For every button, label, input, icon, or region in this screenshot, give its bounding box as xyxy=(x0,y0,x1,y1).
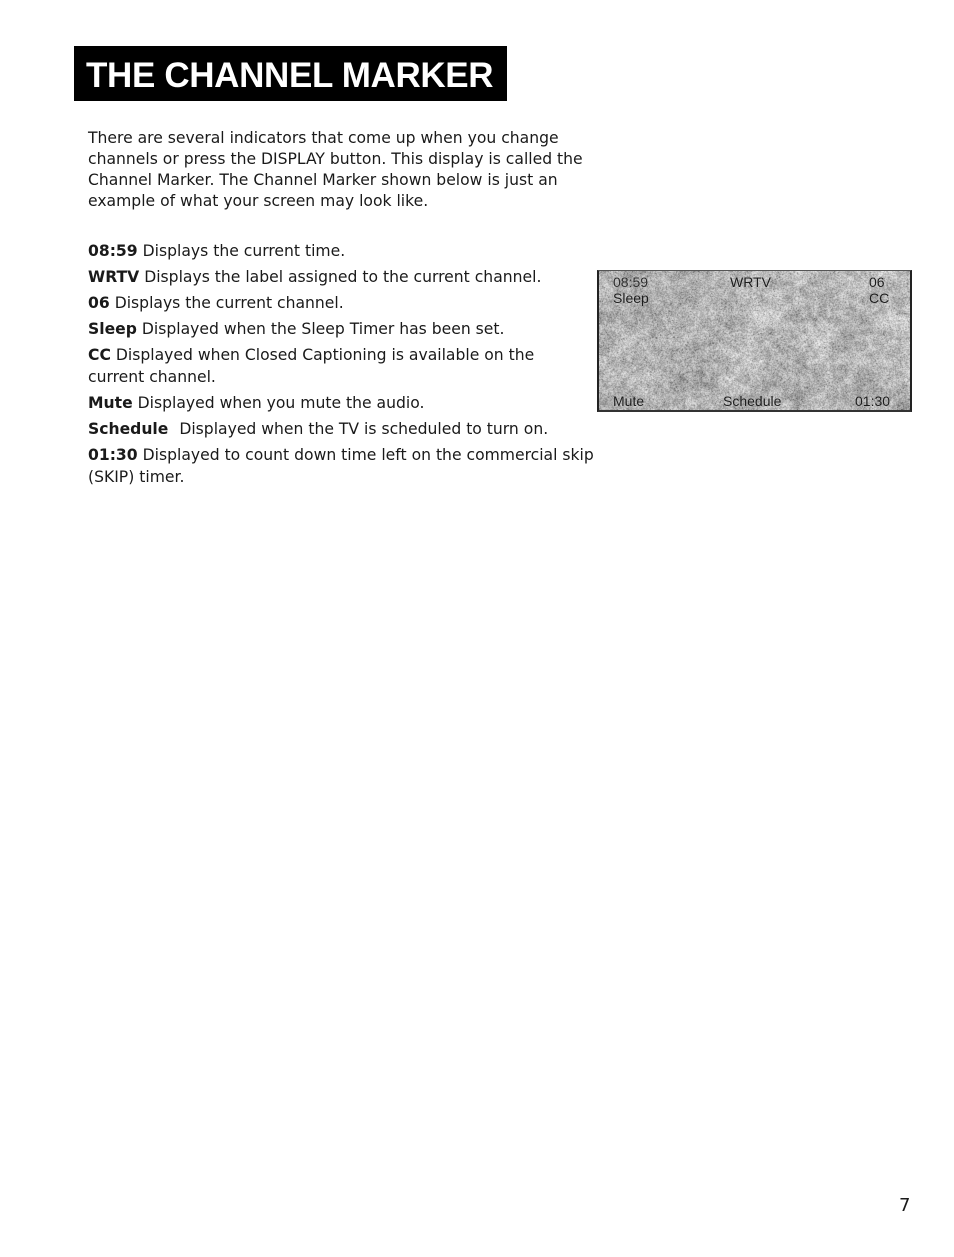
definition-closed-captioning xyxy=(88,344,594,388)
definition-channel-number xyxy=(88,292,594,314)
definition-text: Displayed to count down time left on the commercial skip xyxy=(142,446,594,464)
osd-sleep: Sleep xyxy=(613,290,649,306)
osd-skip-timer: 01:30 xyxy=(855,393,891,409)
definition-skip-timer xyxy=(88,444,594,488)
osd-closed-captioning: CC xyxy=(869,290,890,306)
channel-marker-screen xyxy=(597,270,912,412)
definition-text: Displayed when you mute the audio. xyxy=(137,394,425,412)
definition-text: Displays the current channel. xyxy=(114,294,344,312)
definition-text: Displayed when the Sleep Timer has been set. xyxy=(141,320,505,338)
definition-time xyxy=(88,240,594,262)
intro-line: example of what your screen may look like. xyxy=(88,192,429,210)
definition-term: CC xyxy=(88,346,111,364)
definition-text-continued: (SKIP) timer. xyxy=(88,468,185,486)
title-banner xyxy=(74,46,507,101)
definition-term: Mute xyxy=(88,394,133,412)
definition-text: Displays the label assigned to the current channel. xyxy=(144,268,542,286)
osd-channel-number: 06 xyxy=(869,274,885,290)
definition-text: Displayed when Closed Captioning is available on the xyxy=(115,346,535,364)
definition-channel-label xyxy=(88,266,594,288)
definition-term: 08:59 xyxy=(88,242,138,260)
osd-channel-label: WRTV xyxy=(730,274,771,290)
definition-term: Sleep xyxy=(88,320,137,338)
osd-mute: Mute xyxy=(613,393,645,409)
definition-text: Displayed when the TV is scheduled to turn on. xyxy=(179,420,549,438)
definition-term: Schedule xyxy=(88,420,169,438)
definition-schedule xyxy=(88,418,594,440)
definition-text-continued: current channel. xyxy=(88,368,216,386)
osd-schedule: Schedule xyxy=(723,393,782,409)
intro-line: There are several indicators that come up when you change xyxy=(88,129,559,147)
definition-text: Displays the current time. xyxy=(142,242,346,260)
intro-paragraph xyxy=(88,128,583,212)
intro-line: channels or press the DISPLAY button. This display is called the xyxy=(88,150,583,168)
indicator-definitions xyxy=(88,240,594,492)
osd-time: 08:59 xyxy=(613,274,649,290)
definition-term: WRTV xyxy=(88,268,140,286)
definition-mute xyxy=(88,392,594,414)
page-number: 7 xyxy=(899,1195,911,1216)
page-title: THE CHANNEL MARKER xyxy=(86,56,494,95)
definition-sleep xyxy=(88,318,594,340)
definition-term: 01:30 xyxy=(88,446,138,464)
intro-line: Channel Marker. The Channel Marker shown below is just an xyxy=(88,171,558,189)
definition-term: 06 xyxy=(88,294,110,312)
